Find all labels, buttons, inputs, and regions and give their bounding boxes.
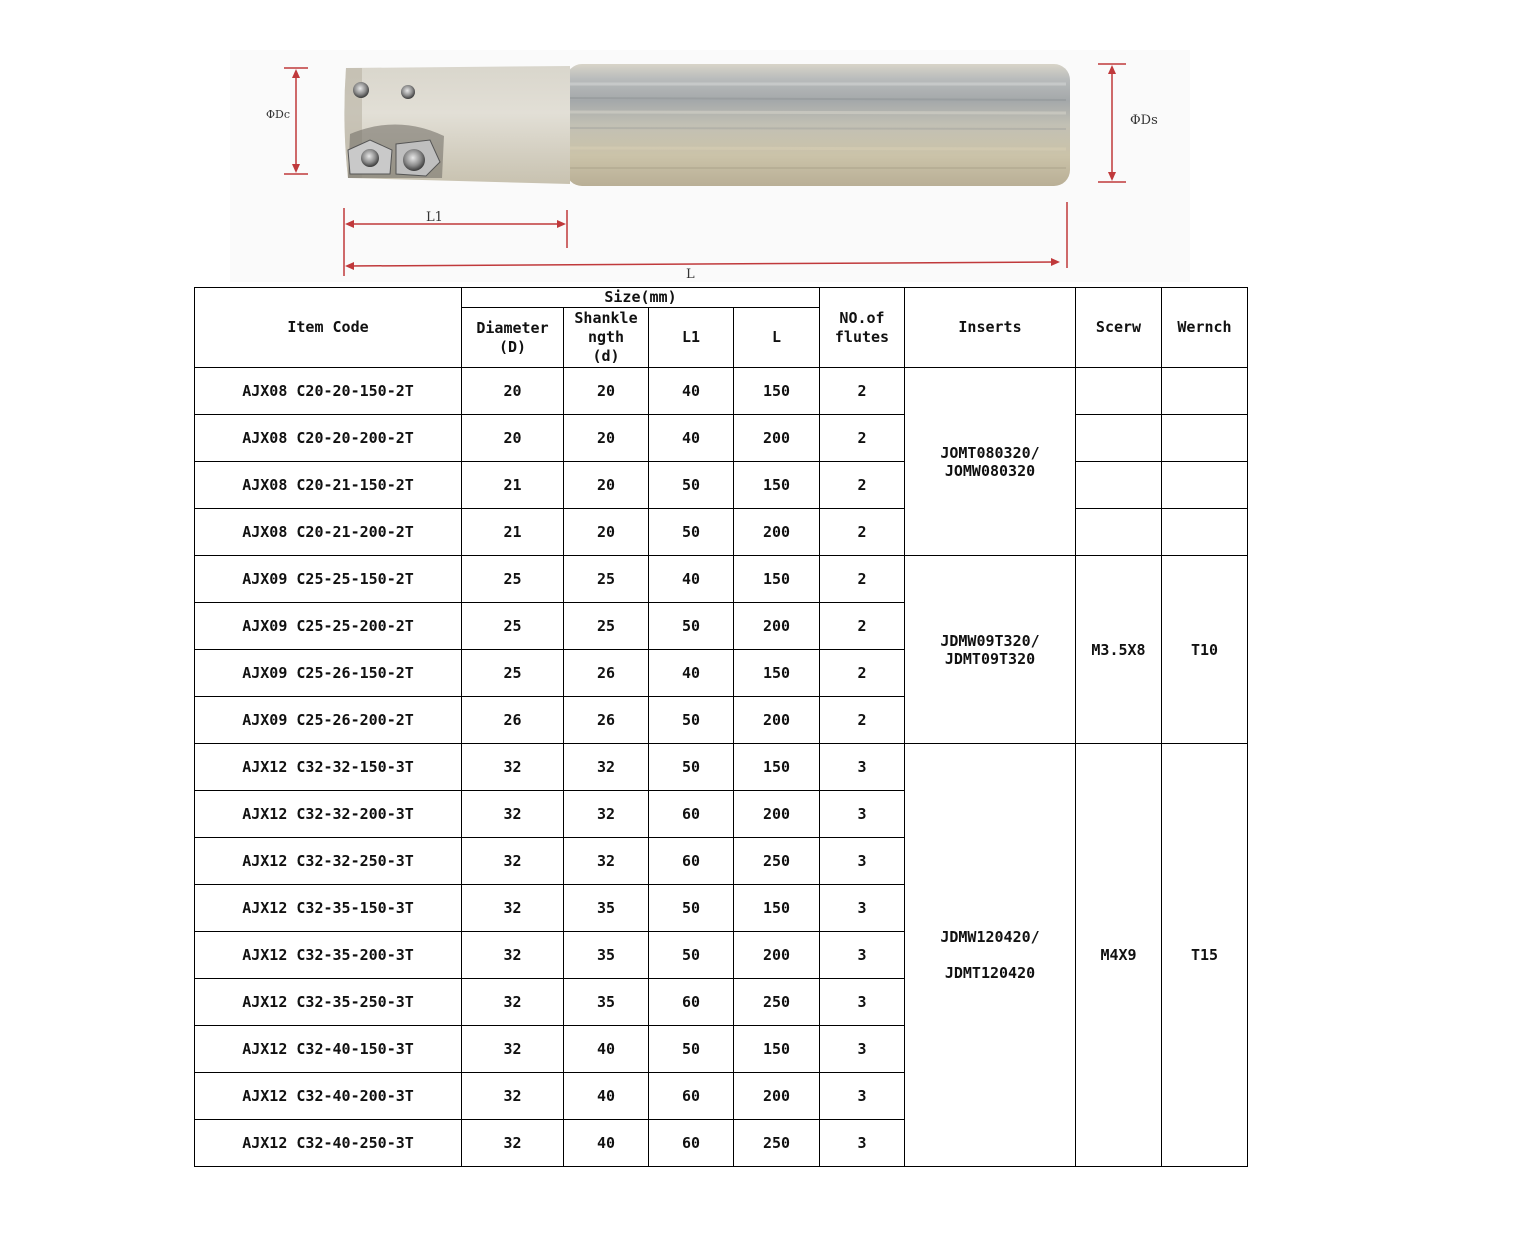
flutes-cell: 3 xyxy=(820,1120,905,1167)
diameter-cell: 26 xyxy=(462,697,564,744)
l-cell: 200 xyxy=(734,509,820,556)
shank-length-cell: 32 xyxy=(564,838,649,885)
l-cell: 250 xyxy=(734,1120,820,1167)
screw-cell: M3.5X8 xyxy=(1076,556,1162,744)
wrench-cell xyxy=(1162,415,1248,462)
item-code-cell: AJX12 C32-35-250-3T xyxy=(195,979,462,1026)
diameter-cell: 21 xyxy=(462,509,564,556)
item-code-cell: AJX09 C25-25-200-2T xyxy=(195,603,462,650)
shank-length-cell: 32 xyxy=(564,744,649,791)
diameter-cell: 32 xyxy=(462,979,564,1026)
inserts-cell: JOMT080320/ JOMW080320 xyxy=(905,368,1076,556)
diameter-cell: 32 xyxy=(462,838,564,885)
l1-cell: 50 xyxy=(649,509,734,556)
item-code-cell: AJX12 C32-32-250-3T xyxy=(195,838,462,885)
l1-label: L1 xyxy=(426,210,443,225)
header-flutes: NO.of flutes xyxy=(820,288,905,368)
insert-screw-icon xyxy=(401,85,415,99)
item-code-cell: AJX12 C32-35-150-3T xyxy=(195,885,462,932)
screw-cell xyxy=(1076,509,1162,556)
wrench-cell: T10 xyxy=(1162,556,1248,744)
table-row xyxy=(195,415,1248,462)
shank-length-cell: 35 xyxy=(564,979,649,1026)
flutes-cell: 2 xyxy=(820,650,905,697)
shank-length-cell: 32 xyxy=(564,791,649,838)
shank-length-cell: 25 xyxy=(564,603,649,650)
l-cell: 150 xyxy=(734,368,820,415)
flutes-cell: 3 xyxy=(820,838,905,885)
shank-length-cell: 20 xyxy=(564,509,649,556)
diameter-cell: 32 xyxy=(462,744,564,791)
diameter-cell: 32 xyxy=(462,1073,564,1120)
l1-cell: 40 xyxy=(649,415,734,462)
item-code-cell: AJX08 C20-20-200-2T xyxy=(195,415,462,462)
l1-cell: 40 xyxy=(649,368,734,415)
header-screw: Scerw xyxy=(1076,288,1162,368)
diameter-cell: 25 xyxy=(462,603,564,650)
flutes-cell: 3 xyxy=(820,1026,905,1073)
diameter-cell: 20 xyxy=(462,368,564,415)
flutes-cell: 2 xyxy=(820,415,905,462)
ds-label: ΦDs xyxy=(1130,113,1158,128)
shank-length-cell: 26 xyxy=(564,650,649,697)
l-cell: 150 xyxy=(734,885,820,932)
screw-cell xyxy=(1076,368,1162,415)
item-code-cell: AJX12 C32-40-200-3T xyxy=(195,1073,462,1120)
flutes-cell: 3 xyxy=(820,791,905,838)
wrench-cell xyxy=(1162,368,1248,415)
flutes-cell: 3 xyxy=(820,1073,905,1120)
table-row xyxy=(195,509,1248,556)
shank-length-cell: 26 xyxy=(564,697,649,744)
l-cell: 150 xyxy=(734,556,820,603)
header-wrench: Wernch xyxy=(1162,288,1248,368)
l1-cell: 60 xyxy=(649,1120,734,1167)
l-cell: 250 xyxy=(734,838,820,885)
l1-cell: 40 xyxy=(649,556,734,603)
l-cell: 200 xyxy=(734,791,820,838)
item-code-cell: AJX12 C32-32-150-3T xyxy=(195,744,462,791)
item-code-cell: AJX12 C32-32-200-3T xyxy=(195,791,462,838)
flutes-cell: 2 xyxy=(820,368,905,415)
item-code-cell: AJX12 C32-40-250-3T xyxy=(195,1120,462,1167)
l-cell: 150 xyxy=(734,650,820,697)
item-code-cell: AJX12 C32-35-200-3T xyxy=(195,932,462,979)
end-mill-tool-diagram xyxy=(230,50,1190,282)
l-cell: 200 xyxy=(734,1073,820,1120)
l1-cell: 60 xyxy=(649,838,734,885)
l-cell: 200 xyxy=(734,697,820,744)
diameter-cell: 20 xyxy=(462,415,564,462)
header-l: L xyxy=(734,308,820,368)
l-label: L xyxy=(686,267,695,282)
item-code-cell: AJX09 C25-26-200-2T xyxy=(195,697,462,744)
l1-cell: 50 xyxy=(649,462,734,509)
table-body xyxy=(195,368,1248,1167)
l1-cell: 50 xyxy=(649,932,734,979)
flutes-cell: 2 xyxy=(820,509,905,556)
flutes-cell: 2 xyxy=(820,556,905,603)
shank-length-cell: 40 xyxy=(564,1073,649,1120)
l1-cell: 50 xyxy=(649,1026,734,1073)
tool-shank xyxy=(566,64,1070,186)
table-row xyxy=(195,368,1248,415)
l1-cell: 50 xyxy=(649,603,734,650)
l1-cell: 50 xyxy=(649,885,734,932)
shank-length-cell: 20 xyxy=(564,415,649,462)
diameter-cell: 25 xyxy=(462,650,564,697)
l-cell: 150 xyxy=(734,1026,820,1073)
shank-length-cell: 35 xyxy=(564,932,649,979)
flutes-cell: 3 xyxy=(820,979,905,1026)
wrench-cell xyxy=(1162,509,1248,556)
diameter-cell: 32 xyxy=(462,1120,564,1167)
diameter-cell: 32 xyxy=(462,885,564,932)
diameter-cell: 32 xyxy=(462,791,564,838)
insert-screw-icon xyxy=(353,82,369,98)
screw-cell: M4X9 xyxy=(1076,744,1162,1167)
l1-cell: 40 xyxy=(649,650,734,697)
item-code-cell: AJX08 C20-21-150-2T xyxy=(195,462,462,509)
l-cell: 200 xyxy=(734,603,820,650)
item-code-cell: AJX09 C25-25-150-2T xyxy=(195,556,462,603)
flutes-cell: 3 xyxy=(820,932,905,979)
flutes-cell: 2 xyxy=(820,462,905,509)
inserts-cell: JDMW120420/ JDMT120420 xyxy=(905,744,1076,1167)
shank-length-cell: 25 xyxy=(564,556,649,603)
diameter-cell: 21 xyxy=(462,462,564,509)
wrench-cell: T15 xyxy=(1162,744,1248,1167)
header-l1: L1 xyxy=(649,308,734,368)
wrench-cell xyxy=(1162,462,1248,509)
table-row xyxy=(195,462,1248,509)
diameter-cell: 25 xyxy=(462,556,564,603)
shank-length-cell: 40 xyxy=(564,1120,649,1167)
header-item-code: Item Code xyxy=(195,288,462,368)
header-shank-length: Shankle ngth (d) xyxy=(564,308,649,368)
l1-cell: 50 xyxy=(649,744,734,791)
header-inserts: Inserts xyxy=(905,288,1076,368)
header-size-group: Size(mm) xyxy=(462,288,820,308)
l-cell: 150 xyxy=(734,744,820,791)
dc-label: ΦDc xyxy=(266,108,290,121)
flutes-cell: 2 xyxy=(820,603,905,650)
l-cell: 200 xyxy=(734,415,820,462)
diameter-cell: 32 xyxy=(462,932,564,979)
flutes-cell: 2 xyxy=(820,697,905,744)
flutes-cell: 3 xyxy=(820,885,905,932)
item-code-cell: AJX12 C32-40-150-3T xyxy=(195,1026,462,1073)
specification-table xyxy=(194,287,1248,1167)
shank-length-cell: 40 xyxy=(564,1026,649,1073)
l1-cell: 60 xyxy=(649,1073,734,1120)
item-code-cell: AJX09 C25-26-150-2T xyxy=(195,650,462,697)
diameter-cell: 32 xyxy=(462,1026,564,1073)
item-code-cell: AJX08 C20-20-150-2T xyxy=(195,368,462,415)
screw-cell xyxy=(1076,462,1162,509)
screw-cell xyxy=(1076,415,1162,462)
l-cell: 200 xyxy=(734,932,820,979)
l1-cell: 50 xyxy=(649,697,734,744)
flutes-cell: 3 xyxy=(820,744,905,791)
table-row xyxy=(195,744,1248,791)
table-row xyxy=(195,556,1248,603)
shank-length-cell: 20 xyxy=(564,368,649,415)
l1-cell: 60 xyxy=(649,979,734,1026)
l-cell: 250 xyxy=(734,979,820,1026)
header-diameter: Diameter (D) xyxy=(462,308,564,368)
inserts-cell: JDMW09T320/ JDMT09T320 xyxy=(905,556,1076,744)
item-code-cell: AJX08 C20-21-200-2T xyxy=(195,509,462,556)
shank-length-cell: 20 xyxy=(564,462,649,509)
l1-cell: 60 xyxy=(649,791,734,838)
shank-length-cell: 35 xyxy=(564,885,649,932)
l-cell: 150 xyxy=(734,462,820,509)
